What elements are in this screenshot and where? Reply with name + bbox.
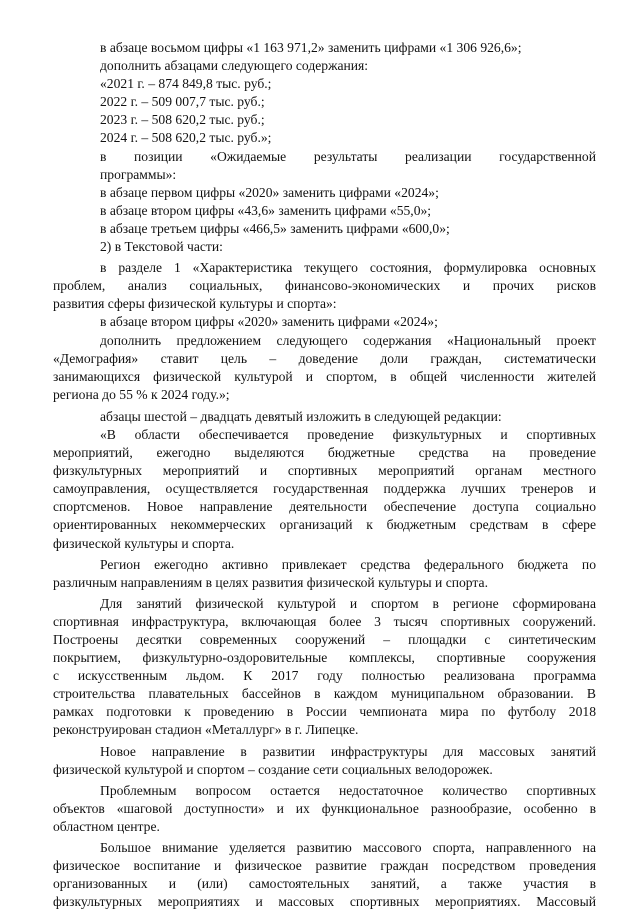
text-line: «В области обеспечивается проведение физкультурных и спортивных	[100, 426, 596, 442]
text-line: физкультурных мероприятий и спортивных мероприятий органам местного	[53, 463, 596, 479]
text-line: в абзаце втором цифры «43,6» заменить цифрами «55,0»;	[100, 202, 432, 218]
text-line: мероприятий, ежегодно выделяются бюджетные средства на проведение	[53, 445, 596, 461]
text-line: покрытием, физкультурно-оздоровительные комплексы, спортивные сооружения	[53, 650, 596, 666]
text-line: организованных и (или) самостоятельных занятий, а также участия в	[53, 876, 596, 892]
text-line: физической культурой и спортом – создание сети социальных велодорожек.	[53, 761, 493, 777]
text-line: Проблемным вопросом остается недостаточное количество спортивных	[100, 782, 596, 798]
text-line: самоуправления, осуществляется государственная поддержка лучших тренеров и	[53, 481, 596, 497]
text-line: проблем, анализ социальных, финансово-экономических и прочих рисков	[53, 278, 596, 294]
text-line: дополнить предложением следующего содержания «Национальный проект	[100, 332, 596, 348]
text-line: абзацы шестой – двадцать девятый изложить в следующей редакции:	[100, 408, 502, 424]
text-line: Для занятий физической культурой и спортом в регионе сформирована	[100, 595, 596, 611]
text-line: спортсменов. Новое направление деятельности обеспечение доступа социально	[53, 499, 596, 515]
text-line: Большое внимание уделяется развитию массового спорта, направленного на	[100, 840, 596, 856]
text-line: ориентированных некоммерческих организаций к бюджетным средствам в сфере	[53, 517, 596, 533]
text-line: физической культуры и спорта.	[53, 535, 235, 551]
text-line: 2023 г. – 508 620,2 тыс. руб.;	[100, 112, 265, 128]
text-line: реконструирован стадион «Металлург» в г. Липецке.	[53, 722, 359, 738]
text-line: программы»:	[100, 166, 177, 182]
text-line: развития сферы физической культуры и спорта»:	[53, 296, 337, 312]
text-line: Регион ежегодно активно привлекает средства федерального бюджета по	[100, 556, 596, 572]
text-line: региона до 55 % к 2024 году.»;	[53, 386, 230, 402]
text-line: физкультурных мероприятиях и массовых спортивных мероприятиях. Массовый	[53, 894, 596, 910]
text-line: в абзаце третьем цифры «466,5» заменить цифрами «600,0»;	[100, 220, 450, 236]
text-line: рамках подготовки к проведению в России чемпионата мира по футболу 2018	[53, 704, 596, 720]
text-line: дополнить абзацами следующего содержания:	[100, 58, 369, 74]
text-line: занимающихся физической культурой и спортом, в общей численности жителей	[53, 368, 596, 384]
text-line: с искусственным льдом. К 2017 году полностью реализована программа	[53, 668, 596, 684]
text-line: «Демография» ставит цель – доведение доли граждан, систематически	[53, 350, 596, 366]
text-line: 2) в Текстовой части:	[100, 239, 223, 255]
text-line: в абзаце втором цифры «2020» заменить цифрами «2024»;	[100, 314, 438, 330]
text-line: объектов «шаговой доступности» и их функциональное разнообразие, особенно в	[53, 800, 596, 816]
text-line: физическое воспитание и физическое развитие граждан посредством проведения	[53, 858, 596, 874]
text-line: спортивная инфраструктура, включающая более 3 тысяч спортивных сооружений.	[53, 613, 596, 629]
text-line: 2024 г. – 508 620,2 тыс. руб.»;	[100, 130, 272, 146]
text-line: 2022 г. – 509 007,7 тыс. руб.;	[100, 94, 265, 110]
text-line: областном центре.	[53, 818, 160, 834]
text-line: в абзаце восьмом цифры «1 163 971,2» заменить цифрами «1 306 926,6»;	[100, 40, 522, 55]
text-line: в абзаце первом цифры «2020» заменить цифрами «2024»;	[100, 184, 439, 200]
document-page	[53, 39, 596, 911]
text-line: в позиции «Ожидаемые результаты реализации государственной	[100, 148, 596, 164]
text-line: в разделе 1 «Характеристика текущего состояния, формулировка основных	[100, 260, 596, 276]
text-line: Новое направление в развитии инфраструктуры для массовых занятий	[100, 743, 596, 759]
text-line: различным направлениям в целях развития физической культуры и спорта.	[53, 574, 488, 590]
text-line: Построены десятки современных сооружений – площадки с синтетическим	[53, 632, 596, 647]
text-line: строительства плавательных бассейнов в каждом муниципальном образовании. В	[53, 686, 596, 702]
text-line: «2021 г. – 874 849,8 тыс. руб.;	[100, 76, 272, 92]
